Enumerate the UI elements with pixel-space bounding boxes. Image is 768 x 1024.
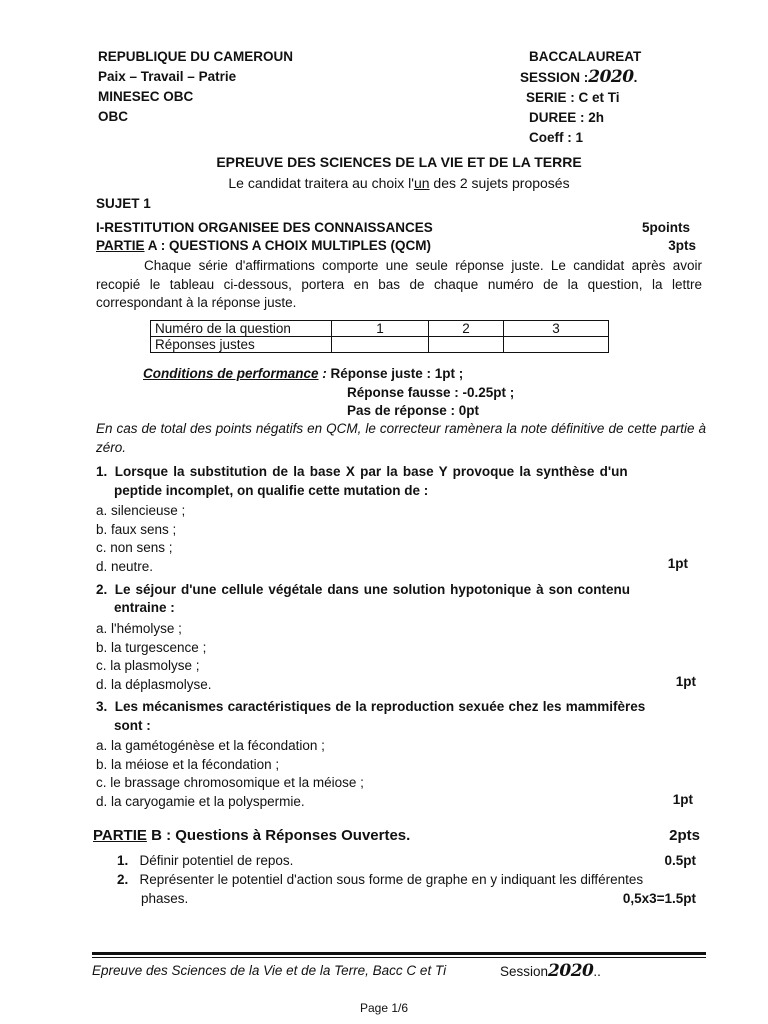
partB-item-2-points: 0,5x3=1.5pt [622,891,696,906]
question-2-points: 1pt [675,674,696,689]
question-3-stem: 3. Les mécanismes caractéristiques de la reproduction sexuée chez les mammifères [96,699,646,714]
question-3-points: 1pt [672,792,693,807]
duree: DUREE : 2h [529,110,605,125]
option-b: b. faux sens ; [96,521,177,537]
option-d: d. neutre. [96,558,154,574]
partB-item-1: 1. Définir potentiel de repos. [117,853,294,868]
question-3-options [96,737,364,811]
option-b: b. la turgescence ; [96,639,207,655]
partA-points: 3pts [668,238,696,253]
table-header-question: Numéro de la question [151,321,332,337]
session-handwritten: 2020 [588,67,634,87]
section1-heading: I-RESTITUTION ORGANISEE DES CONNAISSANCES [96,220,433,235]
table-header-answers: Réponses justes [151,337,332,353]
serie: SERIE : C et Ti [526,90,620,105]
partB-item-1-points: 0.5pt [664,853,696,868]
answer-cell [332,337,429,353]
table-col-3: 3 [504,321,609,337]
condition-none: Pas de réponse : 0pt [347,403,480,418]
option-d: d. la caryogamie et la polyspermie. [96,793,305,809]
footer-session-handwritten: 2020 [548,961,594,981]
condition-wrong: Réponse fausse : -0.25pt ; [347,385,515,400]
coeff: Coeff : 1 [529,130,583,145]
option-a: a. l'hémolyse ; [96,621,182,636]
question-2-options [96,620,212,694]
option-c: c. le brassage chromosomique et la méiose ; [96,775,364,790]
answer-cell [429,337,504,353]
office: OBC [98,109,128,124]
exam-name: BACCALAUREAT [529,49,642,64]
condition-correct: Réponse juste : 1pt ; [330,366,464,381]
page-subtitle: Le candidat traitera au choix l'un des 2 sujets proposés [228,175,570,191]
question-1-stem: 1. Lorsque la substitution de la base X par la base Y provoque la synthèse d'un [96,464,628,479]
header-right [520,47,642,148]
question-2-stem-cont: entraine : [114,600,175,615]
option-d: d. la déplasmolyse. [96,676,212,692]
option-a: a. la gamétogénèse et la fécondation ; [96,738,325,753]
option-b: b. la méiose et la fécondation ; [96,756,280,772]
option-a: a. silencieuse ; [96,503,186,518]
answer-cell [504,337,609,353]
penalty-note: En cas de total des points négatifs en QCM, le correcteur ramènera la note définitive de cette partie à zéro. [96,421,706,455]
question-2-stem: 2. Le séjour d'une cellule végétale dans une solution hypotonique à son contenu [96,582,631,597]
partB-item-2: 2. Représenter le potentiel d'action sous forme de graphe en y indiquant les différentes [117,872,644,887]
footer-rule-thin [92,957,706,958]
page-number: Page 1/6 [359,1001,409,1015]
partB-item-2-cont: phases. [141,891,189,906]
motto: Paix – Travail – Patrie [98,69,237,84]
partA-instructions: Chaque série d'affirmations comporte une seule réponse juste. Le candidat après avoir recopié le tableau ci-dessous, portera en bas de chaque numéro de la question, la lettre correspondant à la réponse juste. [96,258,702,310]
section1-points: 5points [641,220,690,235]
partB-points: 2pts [669,827,700,844]
option-c: c. non sens ; [96,540,173,555]
question-1-points: 1pt [667,556,688,571]
session-label: SESSION : [520,70,589,85]
question-3-stem-cont: sont : [114,718,151,733]
option-c: c. la plasmolyse ; [96,658,200,673]
session-line: SESSION :2020. [520,67,638,87]
footer-text: Epreuve des Sciences de la Vie et de la Terre, Bacc C et Ti [92,963,447,978]
partB-heading: PARTIE B : Questions à Réponses Ouvertes. [93,827,411,844]
table-row [151,321,609,337]
table-row [151,337,609,353]
table-col-1: 1 [332,321,429,337]
country-name: REPUBLIQUE DU CAMEROUN [98,49,294,64]
conditions-label: Conditions de performance [143,366,319,381]
conditions-line: Conditions de performance : Réponse juste : 1pt ; [143,366,464,381]
footer-session: Session2020.. [500,961,601,981]
page-title: EPREUVE DES SCIENCES DE LA VIE ET DE LA TERRE [216,154,582,170]
question-1-options [96,502,185,576]
question-1-stem-cont: peptide incomplet, on qualifie cette mutation de : [114,483,429,498]
header-left [98,47,293,127]
table-col-2: 2 [429,321,504,337]
footer-rule [92,952,706,955]
ministry: MINESEC OBC [98,89,194,104]
answer-table [150,320,609,353]
sujet-label: SUJET 1 [96,196,151,211]
partA-heading: PARTIE A : QUESTIONS A CHOIX MULTIPLES (QCM) [96,238,432,253]
